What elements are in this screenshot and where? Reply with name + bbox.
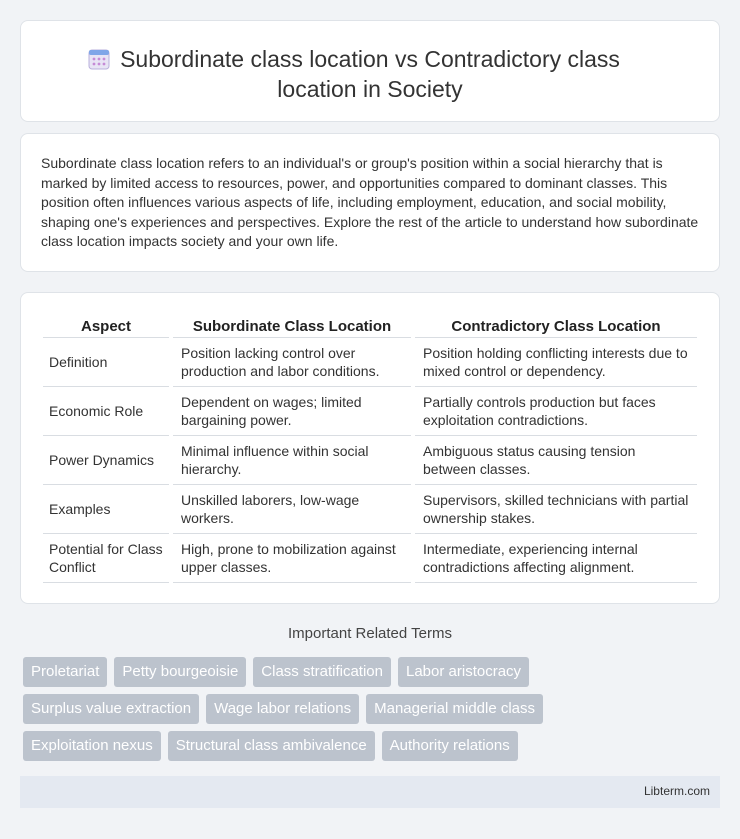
page-title-text: Subordinate class location vs Contradictory class location in Society — [120, 46, 620, 102]
header-subordinate: Subordinate Class Location — [171, 313, 413, 337]
page-title — [21, 44, 719, 104]
table-row — [43, 484, 697, 533]
footer — [20, 776, 720, 808]
comparison-table — [43, 313, 697, 583]
row-contradictory: Intermediate, experiencing internal contradictions affecting alignment. — [413, 533, 697, 582]
row-contradictory: Position holding conflicting interests due to mixed control or dependency. — [413, 337, 697, 386]
row-aspect: Power Dynamics — [43, 435, 171, 484]
row-subordinate: High, prone to mobilization against upper classes. — [171, 533, 413, 582]
related-term-tag[interactable]: Authority relations — [382, 731, 518, 761]
related-term-tag[interactable]: Managerial middle class — [366, 694, 543, 724]
intro-paragraph: Subordinate class location refers to an individual's or group's position within a social hierarchy that is marked by limited access to resources, power, and opportunities compared to dominant classes. This position often influences various aspects of life, including employment, education, and social mobility, shaping one's experiences and perspectives. Explore the rest of the article to understand how subordinate class location impacts society and your own life. — [41, 155, 699, 249]
row-subordinate: Dependent on wages; limited bargaining power. — [171, 386, 413, 435]
related-term-tag[interactable]: Labor aristocracy — [398, 657, 529, 687]
related-term-tag[interactable]: Wage labor relations — [206, 694, 359, 724]
row-aspect: Definition — [43, 337, 171, 386]
related-terms-list — [23, 657, 583, 761]
intro-card — [20, 133, 720, 272]
related-term-tag[interactable]: Exploitation nexus — [23, 731, 161, 761]
row-aspect: Potential for Class Conflict — [43, 533, 171, 582]
footer-site-link[interactable]: Libterm.com — [643, 784, 710, 798]
row-aspect: Economic Role — [43, 386, 171, 435]
row-aspect: Examples — [43, 484, 171, 533]
title-card — [20, 20, 720, 122]
related-term-tag[interactable]: Class stratification — [253, 657, 391, 687]
row-subordinate: Minimal influence within social hierarchy. — [171, 435, 413, 484]
row-subordinate: Position lacking control over production and labor conditions. — [171, 337, 413, 386]
related-term-tag[interactable]: Proletariat — [23, 657, 107, 687]
related-term-tag[interactable]: Petty bourgeoisie — [114, 657, 246, 687]
row-contradictory: Ambiguous status causing tension between classes. — [413, 435, 697, 484]
related-term-tag[interactable]: Structural class ambivalence — [168, 731, 375, 761]
row-subordinate: Unskilled laborers, low-wage workers. — [171, 484, 413, 533]
row-contradictory: Supervisors, skilled technicians with partial ownership stakes. — [413, 484, 697, 533]
row-contradictory: Partially controls production but faces exploitation contradictions. — [413, 386, 697, 435]
comparison-card — [20, 292, 720, 604]
table-row — [43, 435, 697, 484]
table-header-row — [43, 313, 697, 337]
related-term-tag[interactable]: Surplus value extraction — [23, 694, 199, 724]
table-row — [43, 533, 697, 582]
header-contradictory: Contradictory Class Location — [413, 313, 697, 337]
table-row — [43, 386, 697, 435]
table-row — [43, 337, 697, 386]
related-terms-title: Important Related Terms — [288, 625, 452, 642]
header-aspect: Aspect — [43, 313, 171, 337]
